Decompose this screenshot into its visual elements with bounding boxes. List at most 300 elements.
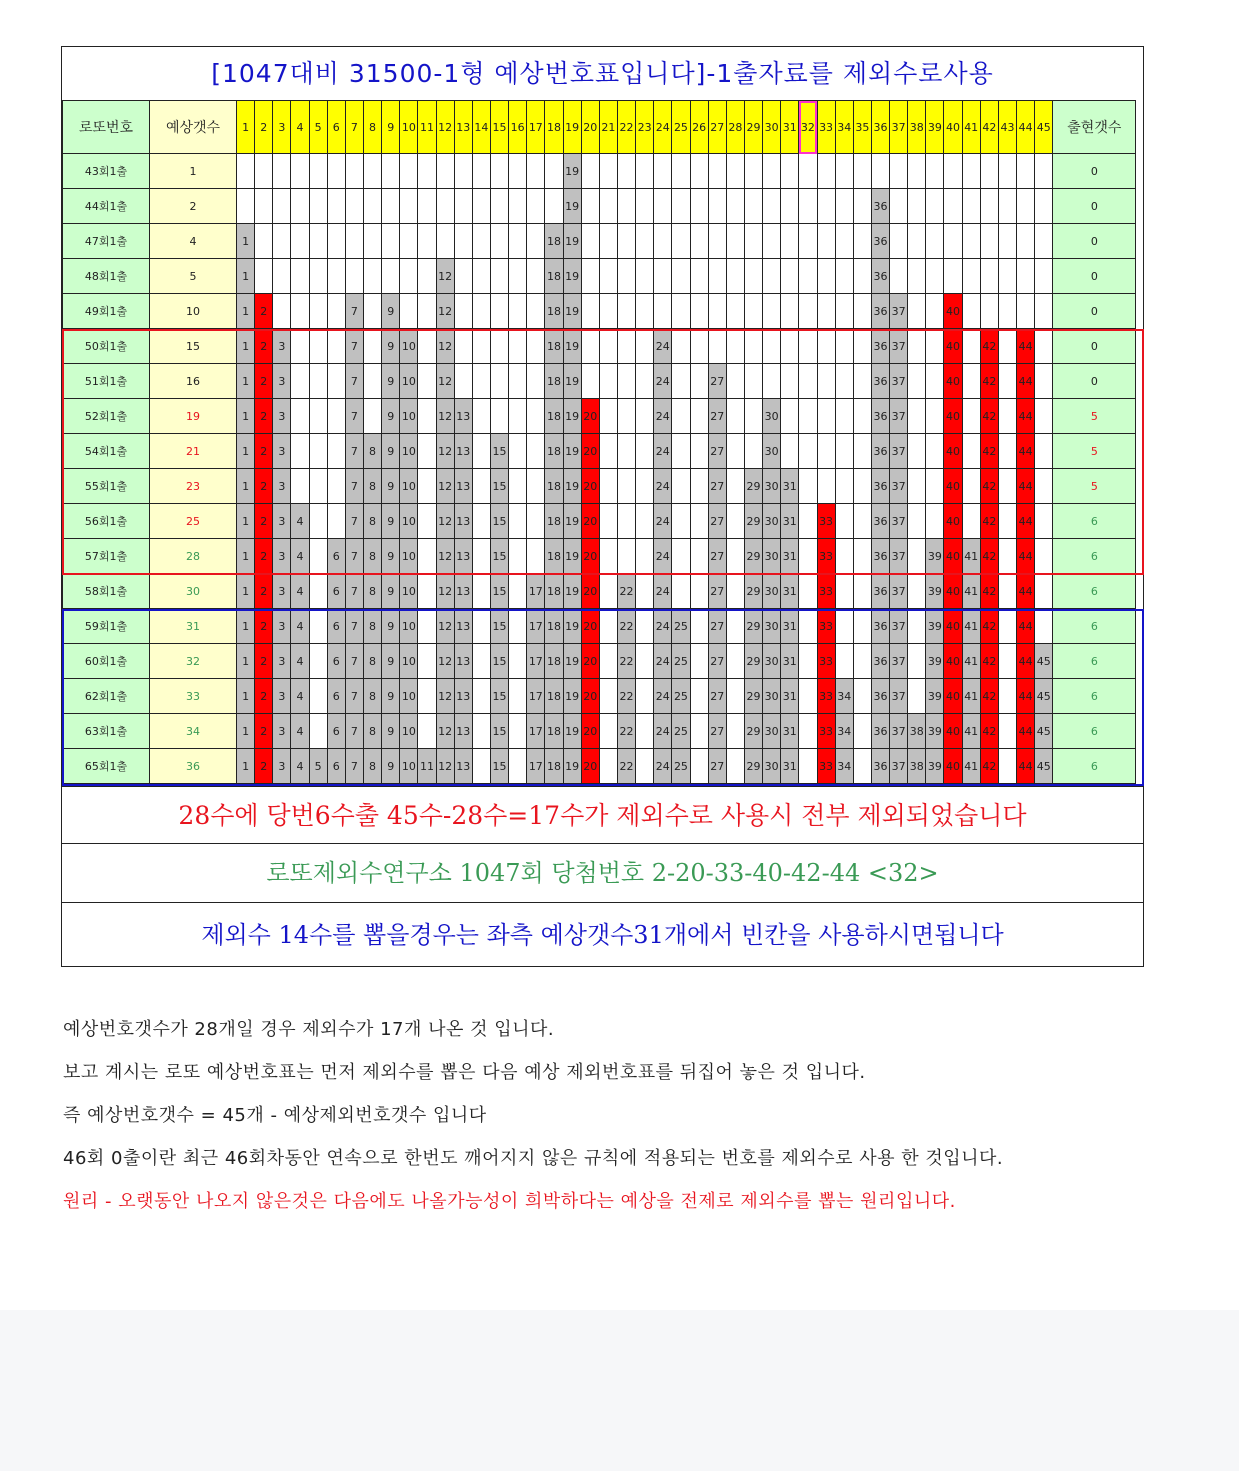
number-cell: 37 [890,504,908,539]
number-cell: 41 [962,539,980,574]
empty-cell [599,154,617,189]
number-cell: 9 [382,644,400,679]
empty-cell [527,399,545,434]
empty-cell [581,189,599,224]
number-cell: 20 [581,399,599,434]
number-cell: 19 [563,469,581,504]
number-cell: 27 [708,679,726,714]
number-cell: 22 [617,644,635,679]
empty-cell [998,574,1016,609]
number-cell: 3 [273,679,291,714]
number-cell: 10 [400,364,418,399]
empty-cell [327,259,345,294]
number-cell: 9 [382,294,400,329]
number-cell: 19 [563,329,581,364]
empty-cell [781,154,799,189]
header-number-13: 13 [454,101,472,154]
empty-cell [853,679,871,714]
empty-cell [636,329,654,364]
number-cell: 13 [454,469,472,504]
table-row [63,224,1136,259]
empty-cell [472,294,490,329]
header-number-21: 21 [599,101,617,154]
number-cell: 42 [980,364,998,399]
number-cell: 36 [871,189,889,224]
empty-cell [490,224,508,259]
number-cell: 42 [980,749,998,784]
empty-cell [744,399,762,434]
empty-cell [509,469,527,504]
number-cell: 6 [327,574,345,609]
empty-cell [418,609,436,644]
header-number-26: 26 [690,101,708,154]
number-cell: 20 [581,714,599,749]
empty-cell [799,644,817,679]
number-cell: 30 [763,574,781,609]
number-cell: 25 [672,749,690,784]
number-cell: 4 [291,609,309,644]
number-cell: 30 [763,399,781,434]
row-count: 25 [150,504,237,539]
number-cell: 30 [763,609,781,644]
number-cell: 18 [545,574,563,609]
header-number-1: 1 [237,101,255,154]
empty-cell [926,364,944,399]
number-cell: 27 [708,469,726,504]
row-appear: 0 [1053,224,1136,259]
table-row [63,644,1136,679]
empty-cell [781,364,799,399]
empty-cell [835,399,853,434]
empty-cell [472,224,490,259]
empty-cell [926,434,944,469]
empty-cell [291,189,309,224]
empty-cell [617,189,635,224]
number-cell: 44 [1017,574,1035,609]
number-cell: 33 [817,504,835,539]
empty-cell [998,679,1016,714]
empty-cell [708,259,726,294]
number-cell: 8 [363,434,381,469]
row-count: 15 [150,329,237,364]
number-cell: 37 [890,609,908,644]
number-cell: 9 [382,399,400,434]
empty-cell [472,364,490,399]
empty-cell [908,504,926,539]
row-count: 16 [150,364,237,399]
number-cell: 19 [563,434,581,469]
empty-cell [472,679,490,714]
empty-cell [617,364,635,399]
empty-cell [962,259,980,294]
number-cell: 8 [363,679,381,714]
number-cell: 1 [237,294,255,329]
empty-cell [890,259,908,294]
empty-cell [690,539,708,574]
empty-cell [817,434,835,469]
empty-cell [1035,469,1053,504]
number-cell: 45 [1035,679,1053,714]
empty-cell [835,469,853,504]
empty-cell [327,434,345,469]
number-cell: 15 [490,469,508,504]
empty-cell [581,364,599,399]
empty-cell [490,329,508,364]
row-label: 63회1출 [63,714,150,749]
empty-cell [255,224,273,259]
empty-cell [255,154,273,189]
empty-cell [418,644,436,679]
empty-cell [418,679,436,714]
empty-cell [853,399,871,434]
row-label: 56회1출 [63,504,150,539]
row-label: 51회1출 [63,364,150,399]
empty-cell [871,154,889,189]
empty-cell [998,364,1016,399]
number-cell: 24 [654,574,672,609]
empty-cell [309,399,327,434]
number-cell: 41 [962,679,980,714]
empty-cell [908,189,926,224]
empty-cell [835,434,853,469]
number-cell: 17 [527,714,545,749]
empty-cell [998,259,1016,294]
number-cell: 44 [1017,434,1035,469]
row-label: 58회1출 [63,574,150,609]
number-cell: 19 [563,154,581,189]
number-cell: 37 [890,399,908,434]
empty-cell [490,399,508,434]
empty-cell [291,154,309,189]
empty-cell [291,329,309,364]
number-cell: 42 [980,434,998,469]
number-cell: 4 [291,574,309,609]
number-cell: 22 [617,749,635,784]
row-appear: 6 [1053,644,1136,679]
empty-cell [291,259,309,294]
table-header-row [63,101,1136,154]
empty-cell [509,154,527,189]
number-cell: 7 [345,469,363,504]
empty-cell [418,539,436,574]
empty-cell [509,399,527,434]
number-cell: 31 [781,679,799,714]
number-cell: 42 [980,714,998,749]
number-cell: 39 [926,644,944,679]
empty-cell [690,469,708,504]
empty-cell [817,294,835,329]
table-row [63,189,1136,224]
empty-cell [944,154,962,189]
empty-cell [726,469,744,504]
empty-cell [273,224,291,259]
empty-cell [998,189,1016,224]
number-cell: 36 [871,574,889,609]
empty-cell [327,294,345,329]
empty-cell [454,189,472,224]
empty-cell [980,259,998,294]
empty-cell [490,259,508,294]
empty-cell [908,539,926,574]
empty-cell [309,644,327,679]
number-cell: 31 [781,574,799,609]
empty-cell [926,154,944,189]
empty-cell [799,224,817,259]
number-cell: 15 [490,609,508,644]
number-cell: 44 [1017,469,1035,504]
empty-cell [817,329,835,364]
empty-cell [726,259,744,294]
empty-cell [400,189,418,224]
empty-cell [599,749,617,784]
number-cell: 13 [454,609,472,644]
number-cell: 9 [382,504,400,539]
empty-cell [980,294,998,329]
header-number-14: 14 [472,101,490,154]
number-cell: 10 [400,469,418,504]
row-label: 52회1출 [63,399,150,434]
empty-cell [454,294,472,329]
number-cell: 36 [871,399,889,434]
empty-cell [962,504,980,539]
empty-cell [835,329,853,364]
empty-cell [690,644,708,679]
empty-cell [853,714,871,749]
empty-cell [309,469,327,504]
empty-cell [853,329,871,364]
empty-cell [309,224,327,259]
number-cell: 13 [454,434,472,469]
number-cell: 25 [672,609,690,644]
empty-cell [672,259,690,294]
empty-cell [690,504,708,539]
header-number-8: 8 [363,101,381,154]
number-cell: 17 [527,679,545,714]
table-row [63,259,1136,294]
empty-cell [400,294,418,329]
number-cell: 36 [871,259,889,294]
row-appear: 6 [1053,679,1136,714]
number-cell: 7 [345,749,363,784]
number-cell: 36 [871,329,889,364]
row-label: 57회1출 [63,539,150,574]
prediction-sheet [61,46,1144,967]
row-count: 28 [150,539,237,574]
empty-cell [926,329,944,364]
empty-cell [382,189,400,224]
empty-cell [237,189,255,224]
empty-cell [908,644,926,679]
empty-cell [309,609,327,644]
empty-cell [853,574,871,609]
number-cell: 15 [490,644,508,679]
number-cell: 40 [944,574,962,609]
number-cell: 18 [545,434,563,469]
table-row [63,434,1136,469]
number-cell: 37 [890,749,908,784]
number-cell: 25 [672,714,690,749]
header-number-45: 45 [1035,101,1053,154]
number-cell: 31 [781,644,799,679]
empty-cell [599,714,617,749]
empty-cell [744,224,762,259]
empty-cell [853,504,871,539]
number-cell: 13 [454,714,472,749]
empty-cell [527,189,545,224]
empty-cell [690,329,708,364]
number-cell: 36 [871,294,889,329]
empty-cell [636,154,654,189]
header-number-44: 44 [1017,101,1035,154]
empty-cell [327,329,345,364]
number-cell: 34 [835,714,853,749]
number-cell: 41 [962,574,980,609]
number-cell: 24 [654,504,672,539]
empty-cell [255,259,273,294]
empty-cell [853,644,871,679]
note-line: 예상번호갯수가 28개일 경우 제외수가 17개 나온 것 입니다. [63,1019,555,1040]
empty-cell [853,259,871,294]
empty-cell [418,504,436,539]
number-cell: 29 [744,679,762,714]
number-cell: 24 [654,329,672,364]
header-count: 예상갯수 [150,101,237,154]
number-cell: 40 [944,609,962,644]
number-cell: 2 [255,399,273,434]
number-cell: 44 [1017,364,1035,399]
empty-cell [799,504,817,539]
number-cell: 29 [744,714,762,749]
number-cell: 42 [980,574,998,609]
number-cell: 3 [273,399,291,434]
empty-cell [418,714,436,749]
header-number-7: 7 [345,101,363,154]
number-cell: 10 [400,714,418,749]
empty-cell [509,539,527,574]
empty-cell [799,259,817,294]
empty-cell [472,434,490,469]
empty-cell [472,539,490,574]
empty-cell [636,364,654,399]
empty-cell [835,574,853,609]
empty-cell [908,259,926,294]
empty-cell [799,434,817,469]
number-cell: 2 [255,574,273,609]
empty-cell [799,364,817,399]
number-cell: 9 [382,329,400,364]
empty-cell [636,294,654,329]
empty-cell [309,714,327,749]
number-cell: 7 [345,714,363,749]
empty-cell [636,574,654,609]
number-cell: 9 [382,434,400,469]
empty-cell [835,609,853,644]
number-cell: 31 [781,539,799,574]
empty-cell [509,504,527,539]
empty-cell [853,539,871,574]
header-number-25: 25 [672,101,690,154]
number-cell: 9 [382,749,400,784]
number-cell: 12 [436,469,454,504]
empty-cell [817,154,835,189]
number-cell: 41 [962,749,980,784]
number-cell: 3 [273,574,291,609]
number-cell: 25 [672,679,690,714]
empty-cell [744,329,762,364]
empty-cell [1035,189,1053,224]
number-cell: 19 [563,749,581,784]
row-label: 59회1출 [63,609,150,644]
number-cell: 11 [418,749,436,784]
header-number-38: 38 [908,101,926,154]
empty-cell [908,609,926,644]
empty-cell [309,434,327,469]
number-cell: 19 [563,364,581,399]
number-cell: 38 [908,749,926,784]
number-cell: 9 [382,609,400,644]
empty-cell [418,329,436,364]
empty-cell [472,714,490,749]
number-cell: 19 [563,714,581,749]
number-cell: 44 [1017,329,1035,364]
row-count: 31 [150,609,237,644]
header-number-42: 42 [980,101,998,154]
empty-cell [690,189,708,224]
empty-cell [726,189,744,224]
row-count: 1 [150,154,237,189]
empty-cell [998,329,1016,364]
number-cell: 39 [926,714,944,749]
empty-cell [599,469,617,504]
empty-cell [799,399,817,434]
number-cell: 2 [255,294,273,329]
empty-cell [998,504,1016,539]
number-cell: 36 [871,364,889,399]
empty-cell [472,154,490,189]
empty-cell [853,189,871,224]
number-cell: 19 [563,574,581,609]
empty-cell [998,154,1016,189]
table-row [63,154,1136,189]
number-cell: 4 [291,714,309,749]
number-cell: 42 [980,539,998,574]
empty-cell [835,294,853,329]
number-cell: 33 [817,679,835,714]
empty-cell [799,329,817,364]
number-cell: 45 [1035,749,1053,784]
empty-cell [454,154,472,189]
empty-cell [509,574,527,609]
notes-section [63,1010,1223,1225]
empty-cell [291,469,309,504]
empty-cell [835,644,853,679]
number-cell: 12 [436,574,454,609]
number-cell: 27 [708,714,726,749]
number-cell: 3 [273,714,291,749]
number-cell: 7 [345,539,363,574]
number-cell: 36 [871,469,889,504]
empty-cell [327,364,345,399]
number-cell: 44 [1017,504,1035,539]
table-row [63,679,1136,714]
number-cell: 10 [400,609,418,644]
empty-cell [817,259,835,294]
empty-cell [1035,224,1053,259]
number-cell: 8 [363,469,381,504]
empty-cell [327,469,345,504]
header-number-11: 11 [418,101,436,154]
empty-cell [781,434,799,469]
